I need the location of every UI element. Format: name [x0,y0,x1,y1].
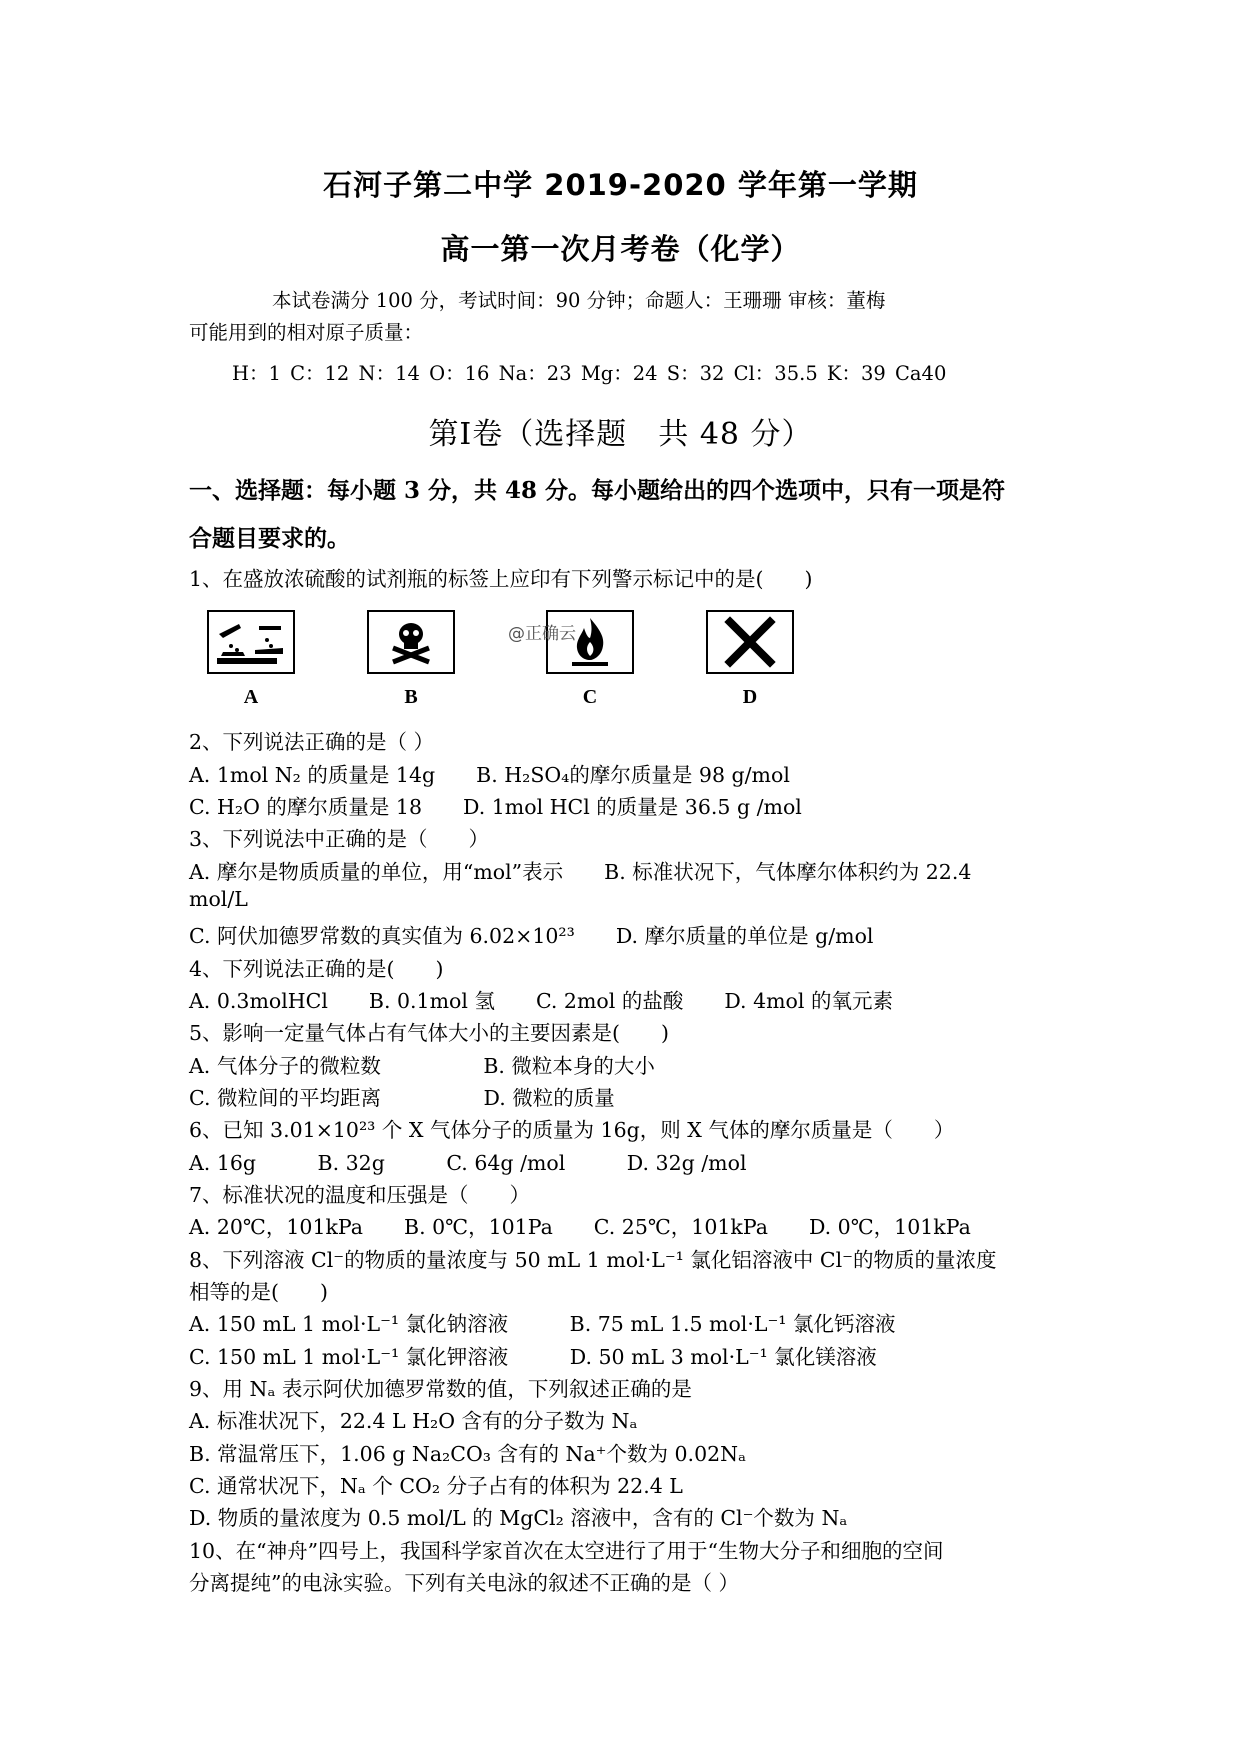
exam-title-subject: 高一第一次月考卷（化学） [440,232,801,266]
harmful-x-icon [706,610,794,674]
exam-info: 本试卷满分 100 分，考试时间：90 分钟；命题人：王珊珊 审核：董梅 [272,289,886,312]
hazard-label-b: B [404,686,418,708]
question-7: 7、标准状况的温度和压强是（ ） [189,1183,531,1207]
question-6-options: A. 16g B. 32g C. 64g /mol D. 32g /mol [189,1151,747,1175]
question-9-option-b: B. 常温常压下，1.06 g Na₂CO₃ 含有的 Na⁺个数为 0.02Nₐ [189,1442,747,1466]
question-5: 5、影响一定量气体占有气体大小的主要因素是( ) [189,1021,670,1045]
watermark-text: @正确云 [508,624,576,644]
question-9-option-d: D. 物质的量浓度为 0.5 mol/L 的 MgCl₂ 溶液中，含有的 Cl⁻个数为 Nₐ [189,1506,848,1530]
question-6: 6、已知 3.01×10²³ 个 X 气体分子的质量为 16g，则 X 气体的摩尔质量是（ ） [189,1118,955,1142]
question-2-options-cd: C. H₂O 的摩尔质量是 18 D. 1mol HCl 的质量是 36.5 g /mol [189,795,802,819]
question-8-options-cd: C. 150 mL 1 mol·L⁻¹ 氯化钾溶液 D. 50 mL 3 mol·L⁻¹ 氯化镁溶液 [189,1345,877,1369]
hazard-option-b [367,610,455,708]
question-8-cont: 相等的是( ) [189,1280,328,1304]
hazard-label-d: D [742,686,758,708]
question-3-options-cd: C. 阿伏加德罗常数的真实值为 6.02×10²³ D. 摩尔质量的单位是 g/mol [189,924,874,948]
question-3-options-ab: A. 摩尔是物质质量的单位，用“mol”表示 B. 标准状况下，气体摩尔体积约为 22.4 [189,860,972,884]
question-2-options-ab: A. 1mol N₂ 的质量是 14g B. H₂SO₄的摩尔质量是 98 g/mol [189,763,790,787]
question-8: 8、下列溶液 Cl⁻的物质的量浓度与 50 mL 1 mol·L⁻¹ 氯化铝溶液中 Cl⁻的物质的量浓度 [189,1248,997,1272]
section-instruction-cont: 合题目要求的。 [189,525,350,552]
question-3-options-ab-cont: mol/L [189,887,248,911]
question-9-option-a: A. 标准状况下，22.4 L H₂O 含有的分子数为 Nₐ [189,1409,638,1433]
hazard-label-a: A [243,686,259,708]
question-9: 9、用 Nₐ 表示阿伏加德罗常数的值，下列叙述正确的是 [189,1377,692,1401]
question-5-options-cd: C. 微粒间的平均距离 D. 微粒的质量 [189,1086,615,1110]
question-4-options: A. 0.3molHCl B. 0.1mol 氢 C. 2mol 的盐酸 D. 4mol 的氧元素 [189,989,893,1013]
question-1: 1、在盛放浓硫酸的试剂瓶的标签上应印有下列警示标记中的是( ) [189,567,813,591]
corrosive-icon [207,610,295,674]
atomic-mass-values: H：1 C：12 N：14 O：16 Na：23 Mg：24 S：32 Cl：35.5 K：39 Ca40 [232,362,947,385]
atomic-mass-label: 可能用到的相对原子质量： [189,321,424,344]
hazard-label-c: C [582,686,598,708]
question-3: 3、下列说法中正确的是（ ） [189,827,490,851]
question-8-options-ab: A. 150 mL 1 mol·L⁻¹ 氯化钠溶液 B. 75 mL 1.5 mol·L⁻¹ 氯化钙溶液 [189,1312,896,1336]
exam-title-school: 石河子第二中学 2019-2020 学年第一学期 [323,168,918,202]
question-9-option-c: C. 通常状况下，Nₐ 个 CO₂ 分子占有的体积为 22.4 L [189,1474,683,1498]
section-instruction: 一、选择题：每小题 3 分，共 48 分。每小题给出的四个选项中，只有一项是符 [189,477,1006,504]
question-10-cont: 分离提纯”的电泳实验。下列有关电泳的叙述不正确的是（ ） [189,1571,739,1595]
section-title: 第Ⅰ卷（选择题 共 48 分） [428,417,813,452]
question-2: 2、下列说法正确的是（ ） [189,730,435,754]
question-4: 4、下列说法正确的是( ) [189,957,444,981]
toxic-skull-icon [367,610,455,674]
hazard-option-d [706,610,794,708]
question-5-options-ab: A. 气体分子的微粒数 B. 微粒本身的大小 [189,1054,655,1078]
hazard-option-a [207,610,295,708]
question-10: 10、在“神舟”四号上，我国科学家首次在太空进行了用于“生物大分子和细胞的空间 [189,1539,944,1563]
question-7-options: A. 20℃，101kPa B. 0℃，101Pa C. 25℃，101kPa D. 0℃，101kPa [189,1215,971,1239]
